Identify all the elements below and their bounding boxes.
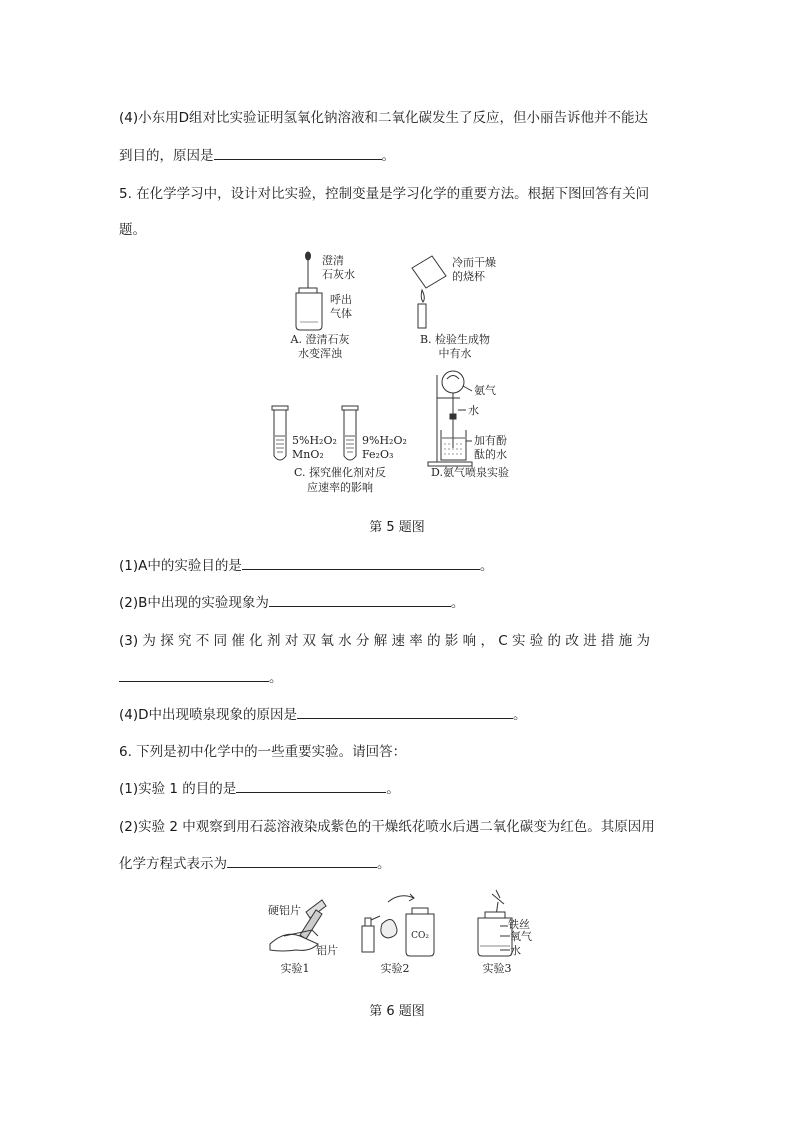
fig-a-label-gas: 气体 xyxy=(330,307,352,320)
q5-sub4-prefix: (4)D中出现喷泉现象的原因是 xyxy=(119,707,298,723)
q6-sub1-prefix: (1)实验 1 的目的是 xyxy=(119,781,237,797)
exp2-caption: 实验2 xyxy=(380,962,410,975)
q5-sub1-prefix: (1)A中的实验目的是 xyxy=(119,558,242,574)
exp1-label-hard-aluminium: 硬铝片 xyxy=(268,904,301,917)
figure-5-caption: 第 5 题图 xyxy=(369,520,425,535)
fig-d-label-water: 水 xyxy=(468,404,479,417)
q5-sub2-prefix: (2)B中出现的实验现象为 xyxy=(119,595,269,611)
q6-sub2-line1: (2)实验 2 中观察到用石蕊溶液染成紫色的干燥纸花喷水后遇二氧化碳变为红色。其原因用 xyxy=(119,819,655,835)
fig-c-right-solution: 9%H₂O₂ xyxy=(362,434,407,447)
exp3-label-oxygen: 氧气 xyxy=(510,930,532,943)
q5-sub2-suffix: 。 xyxy=(450,595,465,611)
fig-a-label-clear: 澄清 xyxy=(322,254,344,267)
q4-part4-suffix: 。 xyxy=(381,148,395,164)
fig-a-label-limewater: 石灰水 xyxy=(322,268,355,281)
q5-sub3-suffix: 。 xyxy=(269,670,283,686)
q6-sub2-prefix: 化学方程式表示为 xyxy=(119,856,227,872)
exp3-label-iron-wire: 铁丝 xyxy=(508,918,530,931)
exp3-label-water: 水 xyxy=(510,944,521,957)
fig-d-label-phenol2: 酞的水 xyxy=(474,448,507,461)
exp2-bottle-label: CO₂ xyxy=(411,931,429,941)
fig-b-caption-1: B. 检验生成物 xyxy=(419,333,491,346)
q6-sub1-suffix: 。 xyxy=(386,781,400,797)
q6-sub2-suffix: 。 xyxy=(377,856,391,872)
exp3-apparatus xyxy=(478,890,512,956)
fig-d-caption: D.氨气喷泉实验 xyxy=(431,466,509,479)
q6-stem: 6. 下列是初中化学中的一些重要实验。请回答： xyxy=(119,744,407,760)
fig-c-caption-1: C. 探究催化剂对反 xyxy=(293,466,387,479)
exp2-apparatus xyxy=(362,894,434,956)
fig-c-left-solution: 5%H₂O₂ xyxy=(292,434,337,447)
q5-stem-line2: 题。 xyxy=(119,222,146,238)
fig-c-right-catalyst: Fe₂O₃ xyxy=(362,448,394,461)
q4-part4-line1: (4)小东用D组对比实验证明氢氧化钠溶液和二氧化碳发生了反应，但小丽告诉他并不能达 xyxy=(119,110,649,126)
q4-part4-prefix: 到目的，原因是 xyxy=(119,148,214,164)
exp3-caption: 实验3 xyxy=(482,962,512,975)
figure-6-caption: 第 6 题图 xyxy=(369,1004,425,1019)
fig-c-left-catalyst: MnO₂ xyxy=(292,448,324,461)
exp1-caption: 实验1 xyxy=(280,962,310,975)
fig-a-caption-2: 水变浑浊 xyxy=(298,347,342,360)
exp1-label-aluminium: 铝片 xyxy=(316,944,338,957)
fig-a-caption-1: A. 澄清石灰 xyxy=(290,333,350,346)
fig-d-label-phenol1: 加有酚 xyxy=(474,434,507,447)
q5-sub3-line1: (3) 为 探 究 不 同 催 化 剂 对 双 氧 水 分 解 速 率 的 影 响 ， C 实 验 的 改 进 措 施 为 xyxy=(119,633,650,649)
fig-d-label-ammonia: 氨气 xyxy=(474,384,496,397)
q5-stem-line1: 5. 在化学学习中，设计对比实验，控制变量是学习化学的重要方法。根据下图回答有关问 xyxy=(119,186,650,202)
fig-b-label-beaker: 的烧杯 xyxy=(452,270,485,283)
q5-sub1-suffix: 。 xyxy=(479,558,494,574)
fig-b-label-cold-dry: 冷而干燥 xyxy=(452,256,496,269)
fig-b-caption-2: 中有水 xyxy=(438,347,472,360)
fig-c-caption-2: 应速率的影响 xyxy=(307,481,373,494)
fig-a-label-exhaled: 呼出 xyxy=(330,293,352,306)
q5-sub4-suffix: 。 xyxy=(513,707,527,723)
